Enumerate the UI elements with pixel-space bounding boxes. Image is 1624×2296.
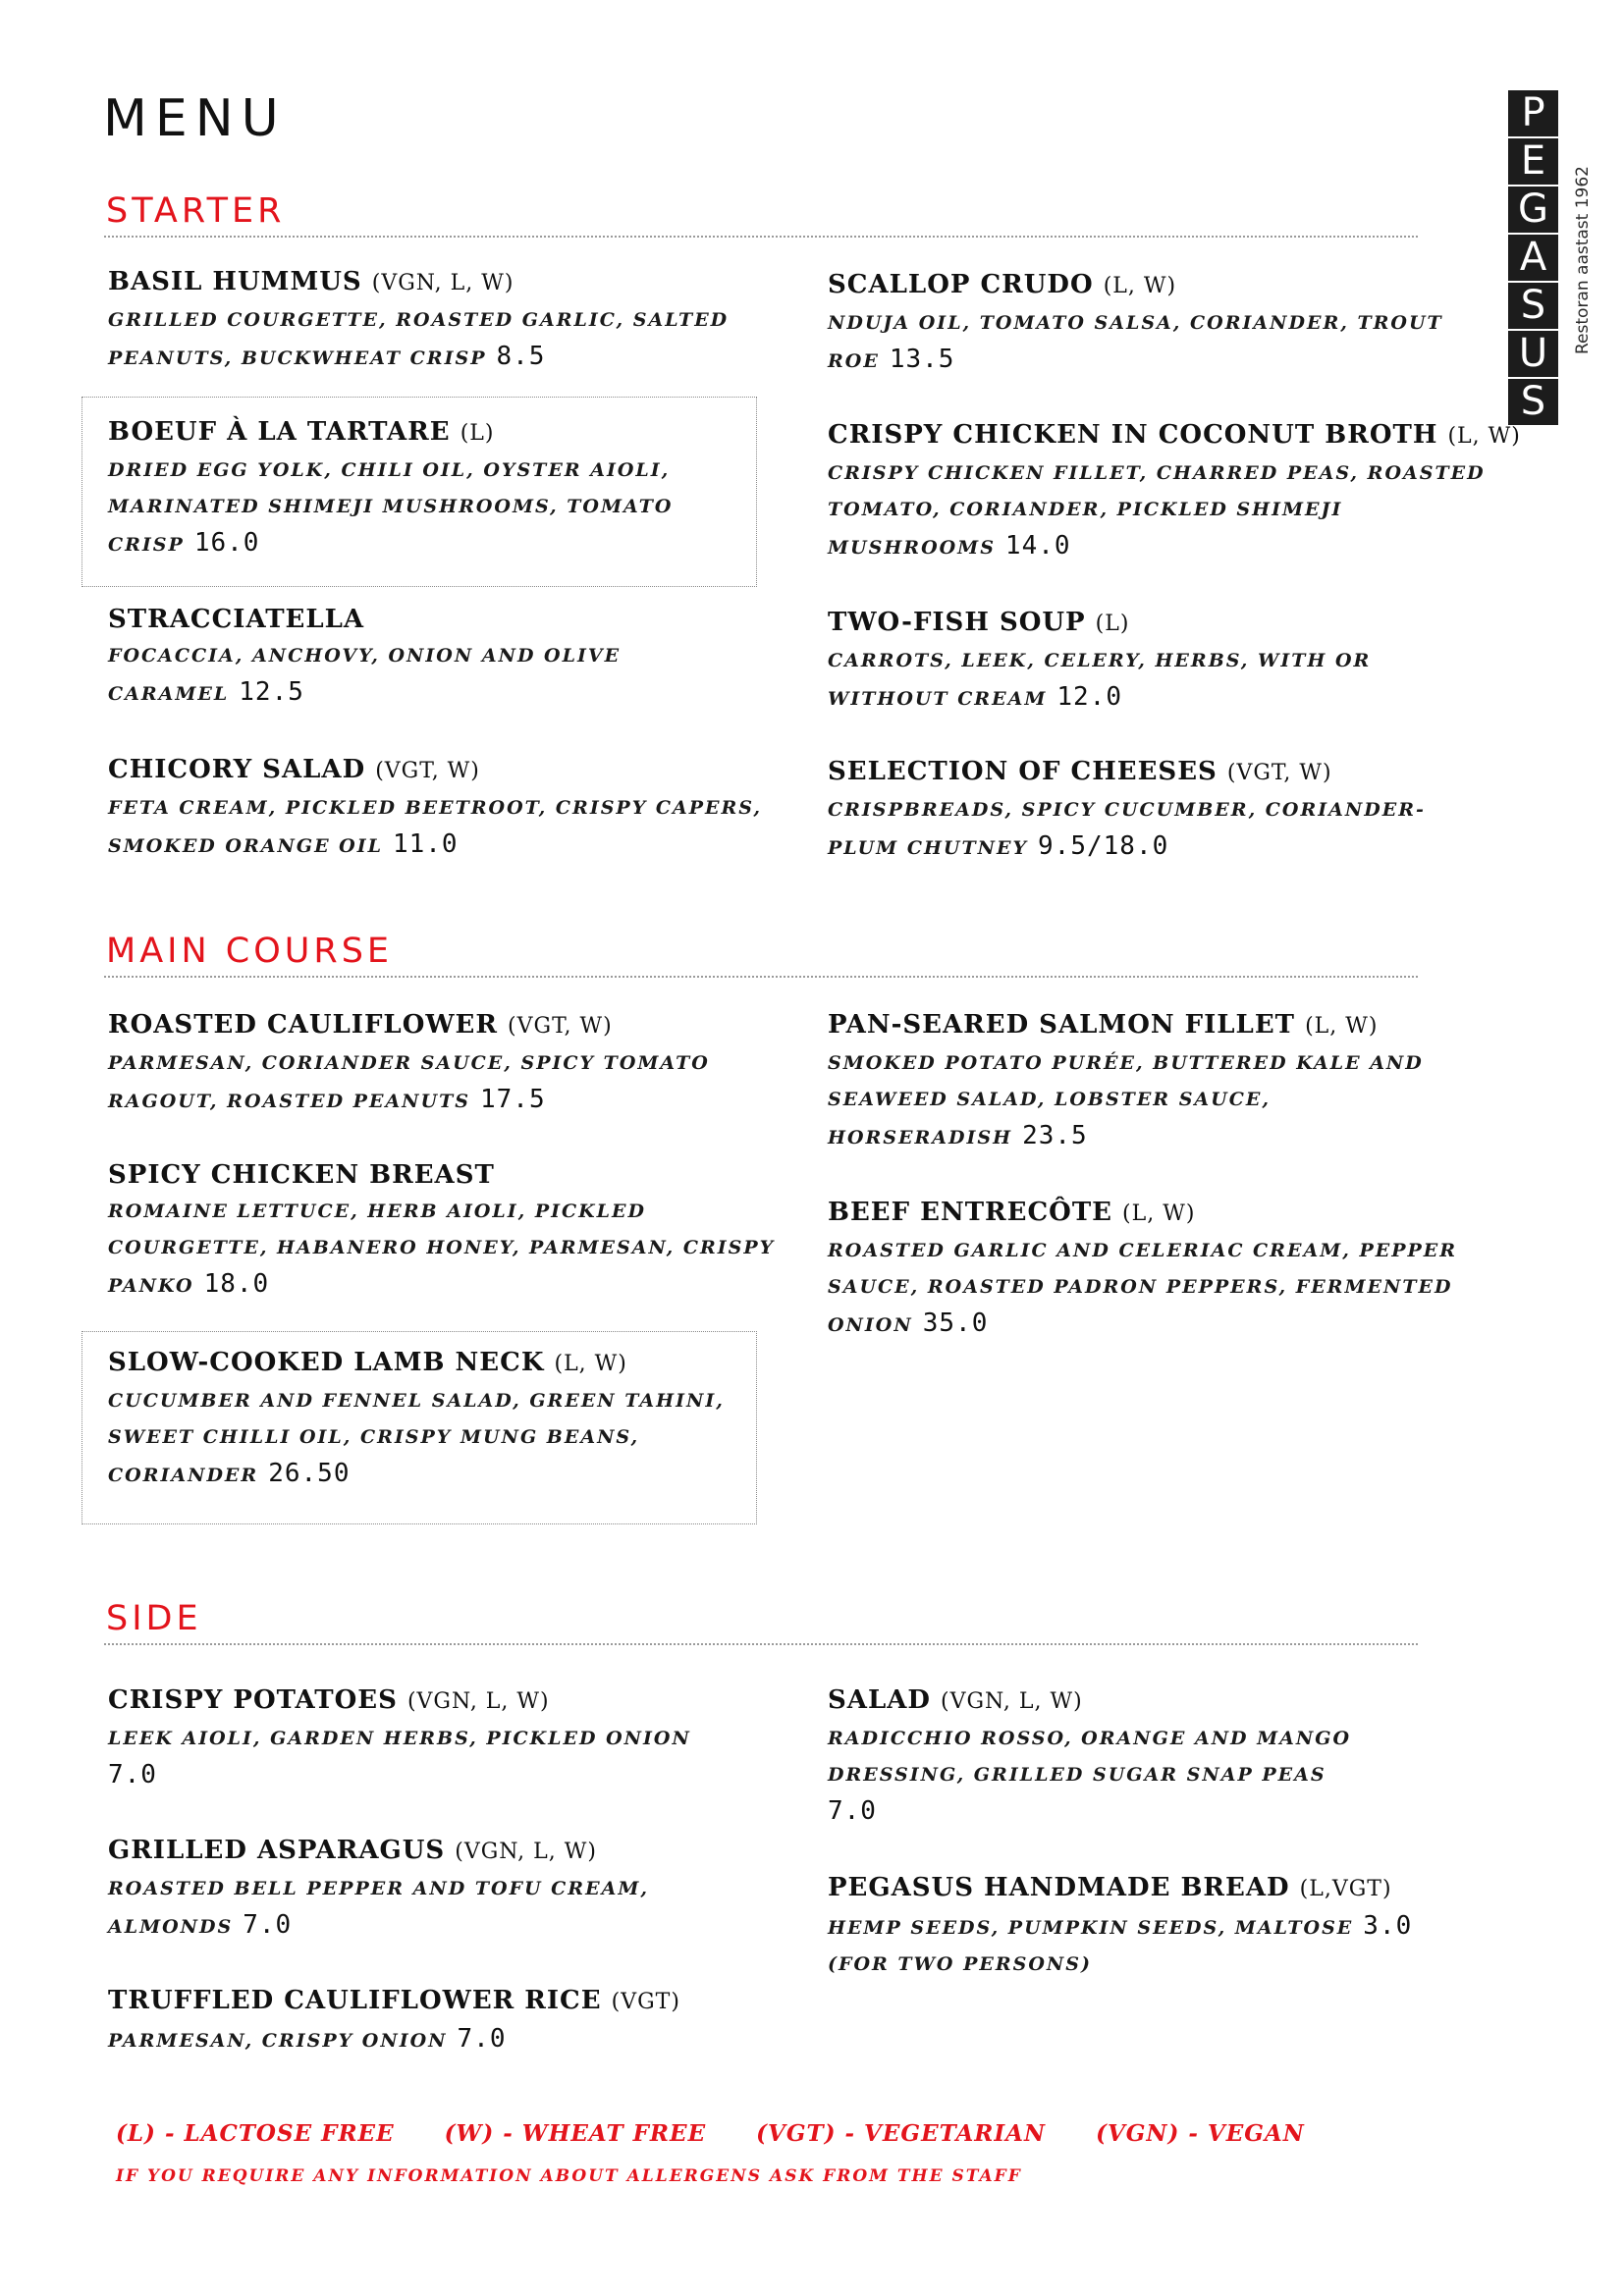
item-description: ROMAINE LETTUCE, HERB AIOLI, PICKLED COURGETTE, HABANERO HONEY, PARMESAN, CRISPY PANKO 18.0 xyxy=(108,1201,776,1299)
legend-item: (W) - WHEAT FREE xyxy=(444,2120,707,2147)
item-description: PARMESAN, CORIANDER SAUCE, SPICY TOMATO RAGOUT, ROASTED PEANUTS 17.5 xyxy=(108,1052,710,1114)
item-name: CRISPY CHICKEN IN COCONUT BROTH (L, W) xyxy=(828,420,1521,450)
item-price: 18.0 xyxy=(203,1269,270,1299)
item-name: TRUFFLED CAULIFLOWER RICE (VGT) xyxy=(108,1986,680,2015)
dietary-legend xyxy=(116,2120,1346,2147)
menu-item xyxy=(108,263,776,377)
item-description: FOCACCIA, ANCHOVY, ONION AND OLIVE CARAMEL 12.5 xyxy=(108,645,622,707)
item-price: 23.5 xyxy=(1022,1121,1088,1150)
menu-item xyxy=(828,1194,1495,1344)
dietary-tags: (L) xyxy=(460,421,495,446)
logo-letter: A xyxy=(1508,235,1558,283)
dietary-tags: (VGN, L, W) xyxy=(941,1689,1083,1714)
menu-item xyxy=(828,604,1495,718)
dietary-tags: (L,VGT) xyxy=(1299,1877,1392,1901)
item-price: 17.5 xyxy=(479,1085,546,1114)
logo-letter: S xyxy=(1520,379,1546,424)
item-description: CUCUMBER AND FENNEL SALAD, GREEN TAHINI, SWEET CHILLI OIL, CRISPY MUNG BEANS, CORIANDER 26.50 xyxy=(108,1390,725,1488)
item-price: 7.0 xyxy=(828,1796,877,1826)
item-name: SPICY CHICKEN BREAST xyxy=(108,1160,495,1190)
dietary-tags: (L) xyxy=(1095,612,1130,636)
item-description: HEMP SEEDS, PUMPKIN SEEDS, MALTOSE 3.0 (FOR TWO PERSONS) xyxy=(828,1911,1413,1975)
brand-tagline: Restoran aastast 1962 xyxy=(1573,166,1593,354)
item-price: 11.0 xyxy=(392,829,459,859)
section-divider xyxy=(104,976,1418,978)
item-name: SLOW-COOKED LAMB NECK (L, W) xyxy=(108,1348,627,1377)
section-divider xyxy=(104,236,1418,238)
logo-letter: U xyxy=(1508,331,1558,379)
legend-item: (VGT) - VEGETARIAN xyxy=(756,2120,1047,2147)
item-description: NDUJA OIL, TOMATO SALSA, CORIANDER, TROUT ROE 13.5 xyxy=(828,312,1443,374)
menu-item xyxy=(108,1832,776,1946)
item-description: CRISPY CHICKEN FILLET, CHARRED PEAS, ROASTED TOMATO, CORIANDER, PICKLED SHIMEJI MUSHROOMS 14.0 xyxy=(828,462,1486,561)
item-price: 3.0 xyxy=(1363,1911,1413,1941)
section-heading-starter: STARTER xyxy=(106,191,286,231)
item-price: 7.0 xyxy=(457,2024,507,2054)
item-name: PAN-SEARED SALMON FILLET (L, W) xyxy=(828,1010,1379,1040)
section-heading-side: SIDE xyxy=(106,1599,202,1638)
item-price: 9.5/18.0 xyxy=(1038,831,1169,861)
item-name: GRILLED ASPARAGUS (VGN, L, W) xyxy=(108,1836,597,1865)
item-description: ROASTED BELL PEPPER AND TOFU CREAM, ALMONDS 7.0 xyxy=(108,1878,649,1940)
menu-item xyxy=(108,1344,776,1494)
dietary-tags: (VGN, L, W) xyxy=(406,1689,550,1714)
dietary-tags: (L, W) xyxy=(1447,424,1521,449)
menu-item xyxy=(108,751,776,865)
item-name: TWO-FISH SOUP (L) xyxy=(828,608,1130,637)
menu-item xyxy=(108,413,776,563)
menu-item xyxy=(108,1682,776,1792)
item-price: 8.5 xyxy=(496,342,546,371)
item-name: BOEUF À LA TARTARE (L) xyxy=(108,417,495,447)
menu-item xyxy=(108,1982,776,2059)
item-price: 14.0 xyxy=(1004,531,1071,561)
item-description: ROASTED GARLIC AND CELERIAC CREAM, PEPPER SAUCE, ROASTED PADRON PEPPERS, FERMENTED ONION 35.0 xyxy=(828,1240,1458,1338)
item-note: (FOR TWO PERSONS) xyxy=(828,1953,1092,1975)
item-description: SMOKED POTATO PURÉE, BUTTERED KALE AND SEAWEED SALAD, LOBSTER SAUCE, HORSERADISH 23.5 xyxy=(828,1052,1424,1150)
item-description: FETA CREAM, PICKLED BEETROOT, CRISPY CAPERS, SMOKED ORANGE OIL 11.0 xyxy=(108,797,762,859)
item-name: SALAD (VGN, L, W) xyxy=(828,1685,1083,1715)
item-name: SELECTION OF CHEESES (VGT, W) xyxy=(828,757,1332,786)
menu-item xyxy=(828,266,1495,380)
menu-item xyxy=(828,1869,1495,1983)
menu-item xyxy=(828,753,1495,867)
item-price: 13.5 xyxy=(889,345,955,374)
menu-item xyxy=(828,1006,1495,1156)
item-price: 35.0 xyxy=(922,1308,989,1338)
section-divider xyxy=(104,1643,1418,1645)
item-name: ROASTED CAULIFLOWER (VGT, W) xyxy=(108,1010,613,1040)
dietary-tags: (VGN, L, W) xyxy=(371,271,514,295)
menu-item xyxy=(108,1156,776,1305)
section-heading-main-course: MAIN COURSE xyxy=(106,932,394,971)
dietary-tags: (VGT) xyxy=(611,1990,680,2014)
item-name: SCALLOP CRUDO (L, W) xyxy=(828,270,1177,299)
pegasus-logo xyxy=(1508,90,1558,425)
dietary-tags: (L, W) xyxy=(1305,1014,1379,1039)
dietary-tags: (L, W) xyxy=(554,1352,627,1376)
menu-item xyxy=(108,601,776,713)
item-name: STRACCIATELLA xyxy=(108,605,365,634)
item-description: GRILLED COURGETTE, ROASTED GARLIC, SALTED PEANUTS, BUCKWHEAT CRISP 8.5 xyxy=(108,309,730,371)
item-price: 16.0 xyxy=(193,528,260,558)
item-price: 12.0 xyxy=(1056,682,1122,712)
item-price: 26.50 xyxy=(268,1459,351,1488)
item-name: CHICORY SALAD (VGT, W) xyxy=(108,755,480,784)
item-description: CARROTS, LEEK, CELERY, HERBS, WITH OR WITHOUT CREAM 12.0 xyxy=(828,650,1372,712)
item-name: CRISPY POTATOES (VGN, L, W) xyxy=(108,1685,550,1715)
dietary-tags: (VGT, W) xyxy=(375,759,480,783)
legend-item: (VGN) - VEGAN xyxy=(1096,2120,1305,2147)
dietary-tags: (L, W) xyxy=(1122,1201,1196,1226)
item-price: 12.5 xyxy=(239,677,304,707)
item-description: RADICCHIO ROSSO, ORANGE AND MANGO DRESSING, GRILLED SUGAR SNAP PEAS 7.0 xyxy=(828,1721,1495,1829)
item-name: BEEF ENTRECÔTE (L, W) xyxy=(828,1198,1196,1227)
dietary-tags: (VGT, W) xyxy=(1226,761,1332,785)
logo-letter: S xyxy=(1508,283,1558,331)
logo-letter: G xyxy=(1508,187,1558,235)
item-name: BASIL HUMMUS (VGN, L, W) xyxy=(108,267,514,296)
legend-item: (L) - LACTOSE FREE xyxy=(116,2120,395,2147)
item-description: PARMESAN, CRISPY ONION 7.0 xyxy=(108,2024,507,2054)
logo-letter: E xyxy=(1508,138,1558,187)
item-description: CRISPBREADS, SPICY CUCUMBER, CORIANDER-PLUM CHUTNEY 9.5/18.0 xyxy=(828,799,1426,861)
item-description: LEEK AIOLI, GARDEN HERBS, PICKLED ONION 7.0 xyxy=(108,1721,776,1792)
allergen-note: IF YOU REQUIRE ANY INFORMATION ABOUT ALLERGENS ASK FROM THE STAFF xyxy=(116,2166,1022,2186)
item-price: 7.0 xyxy=(108,1760,157,1789)
dietary-tags: (VGT, W) xyxy=(508,1014,613,1039)
dietary-tags: (VGN, L, W) xyxy=(455,1840,597,1864)
menu-title: MENU xyxy=(103,89,287,148)
item-price: 7.0 xyxy=(243,1910,293,1940)
menu-item xyxy=(828,416,1521,566)
item-name: PEGASUS HANDMADE BREAD (L,VGT) xyxy=(828,1873,1392,1902)
menu-item xyxy=(108,1006,776,1120)
logo-letter: P xyxy=(1508,90,1558,138)
dietary-tags: (L, W) xyxy=(1103,274,1177,298)
item-description: DRIED EGG YOLK, CHILI OIL, OYSTER AIOLI, MARINATED SHIMEJI MUSHROOMS, TOMATO CRISP 16.0 xyxy=(108,459,674,558)
menu-item xyxy=(828,1682,1495,1829)
